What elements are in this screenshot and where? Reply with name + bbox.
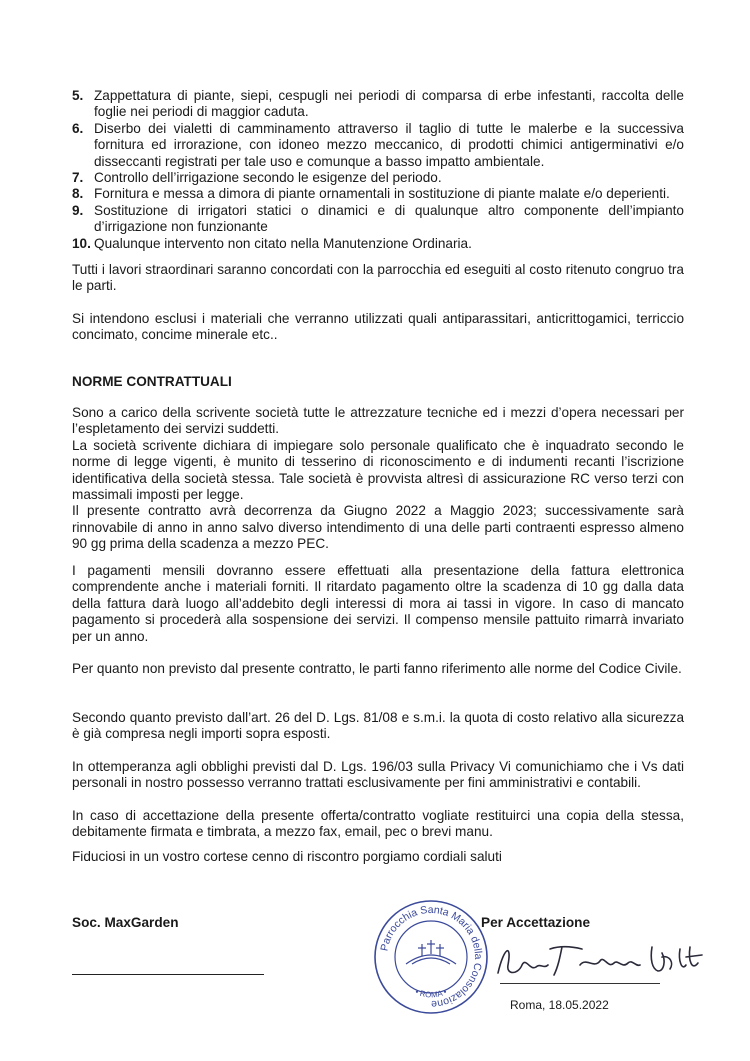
list-text: Controllo dell’irrigazione secondo le esigenze del periodo.: [94, 170, 442, 186]
paragraph-personnel: La società scrivente dichiara di impiegare solo personale qualificato che è inquadrato secondo le norme di legge vigenti, è munito di tesserino di riconoscimento e di indumenti recanti l’iscrizione identificativa della società stessa. Tale società è provvista altresì di assicurazione RC verso terzi con massimali imposti per legge.: [72, 437, 684, 503]
stamp-arc-text: Parrocchia Santa Maria della Consolazione: [378, 903, 485, 1011]
list-item: [72, 236, 684, 252]
paragraph-safety-costs: Secondo quanto previsto dall’art. 26 del D. Lgs. 81/08 e s.m.i. la quota di costo relativo alla sicurezza è già compresa negli importi sopra esposti.: [72, 710, 684, 742]
list-text: Sostituzione di irrigatori statici o dinamici e di qualunque altro componente dell’impianto d’irrigazione non funzionante: [94, 202, 684, 235]
list-text: Zappettatura di piante, siepi, cespugli nei periodi di comparsa di erbe infestanti, raccolta delle foglie nei periodi di maggior caduta.: [94, 88, 684, 120]
list-number: 8.: [72, 186, 84, 202]
paragraph-group-obligations: [72, 405, 684, 553]
stamp-bottom-text: • ROMA •: [413, 987, 449, 1000]
signature-date: Roma, 18.05.2022: [510, 998, 609, 1012]
list-number: 5.: [72, 88, 84, 103]
paragraph-privacy: In ottemperanza agli obblighi previsti dal D. Lgs. 196/03 sulla Privacy Vi comunichiamo che i Vs dati personali in nostro possesso verranno trattati esclusivamente per fini amministrativi e contabili.: [72, 759, 684, 791]
list-number: 10.: [72, 235, 91, 251]
list-text: Fornitura e messa a dimora di piante ornamentali in sostituzione di piante malate e/o deperienti.: [94, 186, 670, 202]
stamp-church-icon: [406, 940, 456, 964]
section-heading: NORME CONTRATTUALI: [72, 374, 232, 389]
paragraph-equipment: Sono a carico della scrivente società tutte le attrezzature tecniche ed i mezzi d’opera necessari per l’espletamento dei servizi suddetti.: [72, 405, 684, 437]
parish-stamp: [372, 898, 490, 1016]
paragraph-acceptance: In caso di accettazione della presente offerta/contratto vogliate restituirci una copia della stessa, debitamente firmata e timbrata, a mezzo fax, email, pec o brevi manu.: [72, 808, 684, 840]
list-text: Diserbo dei vialetti di camminamento attraverso il taglio di tutte le malerbe e la successiva fornitura ed irrorazione, con idoneo mezzo meccanico, di prodotti chimici antigerminativi e/o disseccanti registrati per tale uso e comunque a basso impatto ambientale.: [94, 120, 684, 169]
list-item: [72, 186, 684, 202]
list-number: 6.: [72, 120, 84, 136]
list-item: [72, 121, 684, 170]
company-signature-label: Soc. MaxGarden: [72, 915, 179, 930]
paragraph-civil-code: Per quanto non previsto dal presente contratto, le parti fanno riferimento alle norme del Codice Civile.: [72, 661, 682, 676]
paragraph-extraordinary-works: Tutti i lavori straordinari saranno concordati con la parrocchia ed eseguiti al costo ritenuto congruo tra le parti.: [72, 262, 684, 294]
list-number: 9.: [72, 202, 84, 218]
acceptance-label: Per Accettazione: [481, 915, 591, 930]
numbered-list: [72, 88, 684, 252]
acceptance-signature-line: [500, 983, 660, 984]
paragraph-contract-duration: Il presente contratto avrà decorrenza da Giugno 2022 a Maggio 2023; successivamente sarà rinnovabile di anno in anno salvo diverso intendimento di una delle parti contraenti espresso almeno 90 gg prima della scadenza a mezzo PEC.: [72, 503, 684, 552]
list-number: 7.: [72, 170, 84, 186]
handwritten-signature: [490, 935, 720, 985]
list-text: Qualunque intervento non citato nella Manutenzione Ordinaria.: [94, 235, 472, 251]
paragraph-excluded-materials: Si intendono esclusi i materiali che verranno utilizzati quali antiparassitari, anticrittogamici, terriccio concimato, concime minerale etc..: [72, 311, 684, 343]
paragraph-payments: I pagamenti mensili dovranno essere effettuati alla presentazione della fattura elettronica comprendente anche i materiali forniti. Il ritardato pagamento oltre la scadenza di 10 gg dalla data della fattura darà luogo all’addebito degli interessi di mora ai tassi in vigore. In caso di mancato pagamento si procederà alla sospensione dei servizi. Il compenso mensile pattuito rimarrà invariato per un anno.: [72, 563, 684, 644]
company-signature-line: [72, 974, 264, 975]
paragraph-closing: Fiduciosi in un vostro cortese cenno di riscontro porgiamo cordiali saluti: [72, 849, 502, 864]
list-item: [72, 203, 684, 236]
list-item: [72, 88, 684, 121]
list-item: [72, 170, 684, 186]
